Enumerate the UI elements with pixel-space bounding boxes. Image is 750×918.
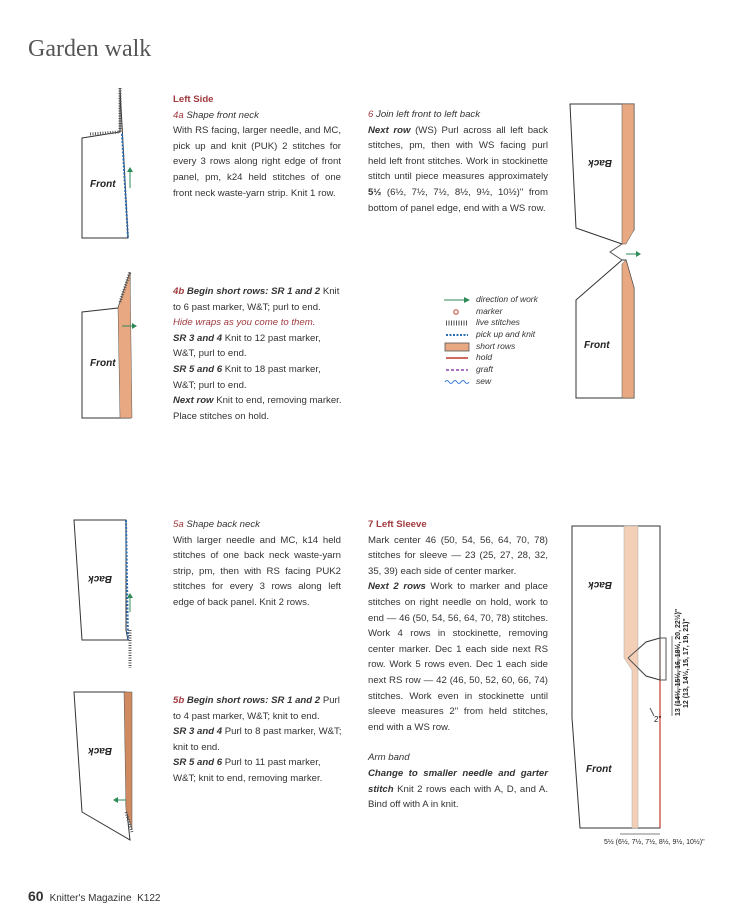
- legend-item-direction: [442, 294, 538, 306]
- legend-item-pickup: [442, 329, 538, 341]
- diagram-4a: [70, 88, 130, 240]
- sr34-label: SR 3 and 4: [173, 332, 223, 344]
- legend-item-sew: [442, 376, 538, 388]
- diagram-7: [568, 526, 705, 856]
- diagram-5a: [68, 520, 138, 670]
- legend-item-hold: [442, 352, 538, 364]
- graft-icon: [444, 366, 470, 374]
- sleeve-para-1: Mark center 46 (50, 54, 56, 64, 70, 78) stitches for sleeve — 23 (25, 27, 28, 32, 35, 39) each side of center marker.: [368, 534, 548, 577]
- legend-label: graft: [476, 364, 494, 375]
- legend-label: sew: [476, 375, 492, 386]
- diagram-5b: [68, 692, 138, 842]
- step-number: 5a: [173, 519, 184, 530]
- step-number: 5b: [173, 695, 185, 706]
- next-row-label: Next row: [173, 395, 214, 407]
- legend-label: direction of work: [476, 294, 538, 304]
- two-inch-label: 2": [654, 715, 662, 724]
- sew-icon: [444, 378, 470, 386]
- step-4b-block: [173, 284, 345, 424]
- back-label: Back: [88, 745, 112, 756]
- front-label: Front: [90, 358, 116, 369]
- magazine-name: Knitter's Magazine: [49, 893, 132, 904]
- live-stitches-icon: [444, 319, 470, 327]
- sr56-label: SR 5 and 6: [173, 363, 223, 375]
- side-measure-main: 13 (14½, 15½, 16, 18½, 20, 22½)": [675, 608, 682, 716]
- arm-band-label: Change to smaller needle and garter stitch: [368, 767, 548, 795]
- arm-band-text: Knit 2 rows each with A, D, and A. Bind off with A in knit.: [368, 783, 548, 811]
- step-lead-text: Purl to 4 past marker, W&T; knit to end.: [173, 695, 340, 722]
- sr34-label: SR 3 and 4: [173, 726, 223, 738]
- step-4a-block: [173, 92, 341, 201]
- sr34-text: Purl to 8 past marker, W&T; knit to end.: [173, 726, 342, 753]
- sr56-text: Purl to 11 past marker, W&T; knit to end, removing marker.: [173, 757, 323, 784]
- step-number: 4b: [173, 286, 185, 297]
- legend-label: hold: [476, 352, 493, 363]
- step-lead: Begin short rows: SR 1 and 2: [186, 286, 321, 297]
- step-6-block: [368, 107, 548, 216]
- page-number: 60: [28, 888, 44, 904]
- step-lead: Begin short rows: SR 1 and 2: [186, 695, 321, 706]
- diagram-4b: [70, 268, 140, 420]
- step-text: With larger needle and MC, k14 held stitches of one back neck waste-yarn strip, pm, then with RS facing PUK2 stitches for every 3 rows along left edge of back panel. Knit 2 rows.: [173, 534, 341, 608]
- pickup-icon: [444, 331, 470, 339]
- legend-label: live stitches: [476, 317, 520, 328]
- step-7-block: [368, 517, 548, 813]
- front-label: Front: [586, 764, 612, 775]
- legend-label: pick up and knit: [476, 329, 536, 340]
- step-title: Shape front neck: [186, 109, 259, 121]
- sr56-label: SR 5 and 6: [173, 757, 223, 769]
- front-label: Front: [584, 340, 610, 351]
- issue-code: K122: [137, 893, 161, 904]
- back-label: Back: [88, 573, 112, 584]
- legend-label: marker: [476, 305, 503, 316]
- step-number: 4a: [173, 109, 184, 121]
- measure-value: 5½: [368, 186, 382, 198]
- page-footer: [28, 888, 160, 904]
- legend-item-marker: [442, 306, 538, 318]
- measure-sizes: (6½, 7½, 7½, 8½, 9½, 10½)": [386, 186, 524, 198]
- hold-icon: [444, 354, 470, 362]
- bottom-measure: 5½ (6½, 7½, 7½, 8½, 9½, 10½)": [604, 839, 705, 846]
- back-label: Back: [588, 579, 612, 590]
- page-title: Garden walk: [28, 36, 152, 62]
- diagram-6: [568, 104, 648, 404]
- next-row-text: Knit to end, removing marker. Place stitches on hold.: [173, 395, 342, 422]
- section-heading-left-side: Left Side: [173, 94, 214, 105]
- next-row-label: Next row: [368, 124, 411, 136]
- next-2-rows-label: Next 2 rows: [368, 581, 426, 593]
- step-number: 7: [368, 519, 374, 530]
- short-rows-icon: [444, 343, 470, 351]
- step-5a-block: [173, 517, 341, 611]
- legend-item-live: [442, 317, 538, 329]
- step-title: Join left front to left back: [376, 109, 481, 120]
- legend-item-short: [442, 341, 538, 353]
- step-title: Shape back neck: [186, 519, 260, 530]
- step-number: 6: [368, 109, 374, 120]
- step-5b-block: [173, 693, 345, 787]
- sr34-text: Knit to 12 past marker, W&T, purl to end.: [173, 332, 321, 360]
- step-text: With RS facing, larger needle, and MC, pick up and knit (PUK) 2 stitches for every 3 rows along right edge of front panel, pm, k24 held stitches of one front neck waste-yarn strip. Knit 1 row.: [173, 125, 341, 199]
- step-note: Hide wraps as you come to them.: [173, 317, 316, 329]
- back-label: Back: [588, 157, 612, 168]
- section-heading-left-sleeve: Left Sleeve: [376, 519, 427, 530]
- front-label: Front: [90, 179, 116, 190]
- step-tail: from bottom of panel edge, end with a WS row.: [368, 186, 549, 214]
- step-lead-text: Knit to 6 past marker, W&T; purl to end.: [173, 286, 340, 313]
- sr56-text: Knit to 18 past marker, W&T; purl to end.: [173, 363, 321, 391]
- next-row-text: (WS) Purl across all left back stitches, pm, then with WS facing purl held left front stitches. Work in stockinette stitch until piece measures approximately: [368, 124, 548, 183]
- arm-band-title: Arm band: [368, 752, 410, 764]
- legend-item-graft: [442, 364, 538, 376]
- legend: [442, 294, 538, 388]
- circle-icon: [444, 308, 470, 316]
- side-measure-inner: 12 (13, 14½, 15, 17, 19, 21)": [683, 618, 690, 708]
- sleeve-para-2: Work to marker and place stitches on right needle on hold, work to end — 46 (50, 54, 56, 64, 70, 78) stitches. Work 4 rows in stockinette, removing center marker. Dec 1 each side next RS row. Work 5 rows even. Dec 1 each side next RS row — 42 (46, 50, 52, 60, 66, 74) stitches. Work even in stockinette until sleeve measures 2" from held stitches, end with a WS row.: [368, 581, 548, 733]
- arrow-icon: [444, 296, 470, 304]
- legend-label: short rows: [476, 340, 516, 351]
